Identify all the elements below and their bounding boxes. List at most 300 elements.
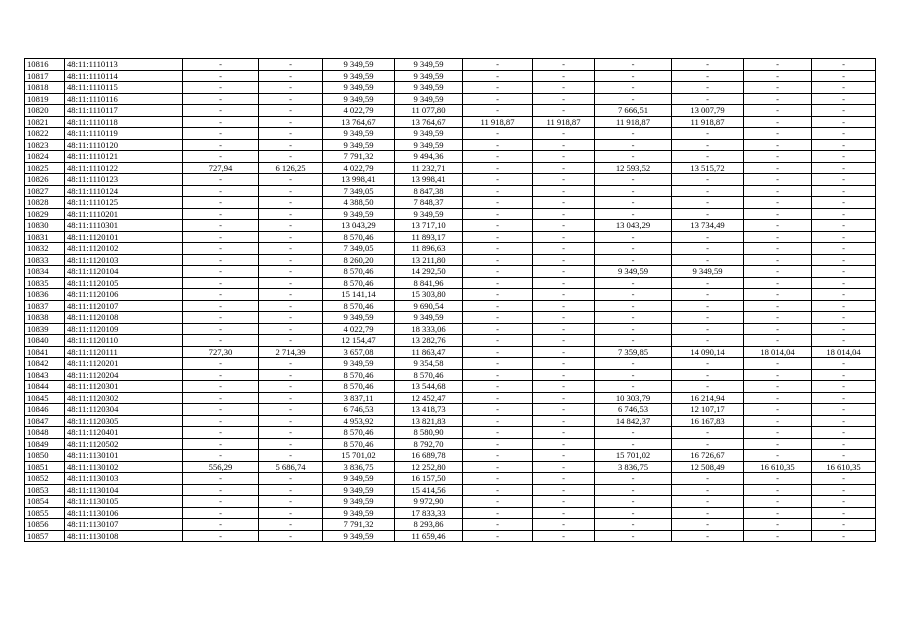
- value-col-8-cell: -: [533, 404, 595, 416]
- row-number-cell: 10856: [25, 519, 65, 531]
- value-col-10-cell: 12 508,49: [672, 461, 744, 473]
- value-col-9-cell: -: [595, 335, 672, 347]
- value-col-11-cell: -: [744, 197, 812, 209]
- value-col-5-cell: 6 746,53: [323, 404, 395, 416]
- table-row: [25, 473, 876, 485]
- value-col-12-cell: 18 014,04: [812, 346, 876, 358]
- value-col-8-cell: -: [533, 473, 595, 485]
- value-col-9-cell: -: [595, 427, 672, 439]
- value-col-9-cell: -: [595, 174, 672, 186]
- value-col-11-cell: -: [744, 473, 812, 485]
- value-col-6-cell: 9 349,59: [395, 208, 463, 220]
- value-col-9-cell: -: [595, 93, 672, 105]
- value-col-7-cell: -: [463, 496, 533, 508]
- value-col-11-cell: -: [744, 300, 812, 312]
- value-col-7-cell: -: [463, 59, 533, 71]
- cadastral-number-cell: 48:11:1110301: [65, 220, 183, 232]
- value-col-9-cell: 6 746,53: [595, 404, 672, 416]
- row-number-cell: 10828: [25, 197, 65, 209]
- value-col-5-cell: 8 570,46: [323, 427, 395, 439]
- cadastral-number-cell: 48:11:1130105: [65, 496, 183, 508]
- value-col-7-cell: -: [463, 346, 533, 358]
- value-col-9-cell: -: [595, 312, 672, 324]
- value-col-4-cell: -: [259, 369, 323, 381]
- value-col-5-cell: 7 349,05: [323, 185, 395, 197]
- row-number-cell: 10851: [25, 461, 65, 473]
- value-col-7-cell: -: [463, 128, 533, 140]
- value-col-12-cell: -: [812, 243, 876, 255]
- value-col-11-cell: 16 610,35: [744, 461, 812, 473]
- value-col-11-cell: -: [744, 139, 812, 151]
- value-col-11-cell: -: [744, 185, 812, 197]
- table-row: [25, 243, 876, 255]
- value-col-5-cell: 9 349,59: [323, 70, 395, 82]
- cadastral-number-cell: 48:11:1120101: [65, 231, 183, 243]
- table-row: [25, 507, 876, 519]
- value-col-9-cell: -: [595, 496, 672, 508]
- row-number-cell: 10826: [25, 174, 65, 186]
- value-col-6-cell: 8 580,90: [395, 427, 463, 439]
- value-col-9-cell: 7 359,85: [595, 346, 672, 358]
- value-col-6-cell: 9 349,59: [395, 139, 463, 151]
- value-col-9-cell: 12 593,52: [595, 162, 672, 174]
- value-col-7-cell: -: [463, 312, 533, 324]
- value-col-4-cell: -: [259, 335, 323, 347]
- value-col-6-cell: 17 833,33: [395, 507, 463, 519]
- value-col-10-cell: -: [672, 312, 744, 324]
- value-col-8-cell: -: [533, 450, 595, 462]
- value-col-11-cell: -: [744, 404, 812, 416]
- value-col-4-cell: 2 714,39: [259, 346, 323, 358]
- cadastral-number-cell: 48:11:1120111: [65, 346, 183, 358]
- value-col-7-cell: -: [463, 105, 533, 117]
- value-col-4-cell: -: [259, 312, 323, 324]
- value-col-8-cell: -: [533, 519, 595, 531]
- value-col-7-cell: -: [463, 404, 533, 416]
- value-col-12-cell: -: [812, 139, 876, 151]
- value-col-10-cell: -: [672, 243, 744, 255]
- value-col-5-cell: 8 570,46: [323, 369, 395, 381]
- value-col-11-cell: -: [744, 82, 812, 94]
- value-col-6-cell: 13 764,67: [395, 116, 463, 128]
- value-col-4-cell: -: [259, 438, 323, 450]
- value-col-8-cell: -: [533, 266, 595, 278]
- value-col-12-cell: -: [812, 254, 876, 266]
- row-number-cell: 10841: [25, 346, 65, 358]
- value-col-3-cell: -: [183, 300, 259, 312]
- value-col-11-cell: -: [744, 484, 812, 496]
- value-col-11-cell: -: [744, 312, 812, 324]
- row-number-cell: 10852: [25, 473, 65, 485]
- value-col-3-cell: -: [183, 289, 259, 301]
- value-col-11-cell: -: [744, 151, 812, 163]
- cadastral-number-cell: 48:11:1110118: [65, 116, 183, 128]
- value-col-4-cell: -: [259, 254, 323, 266]
- value-col-5-cell: 4 953,92: [323, 415, 395, 427]
- table-row: [25, 151, 876, 163]
- value-col-12-cell: -: [812, 231, 876, 243]
- row-number-cell: 10843: [25, 369, 65, 381]
- value-col-12-cell: -: [812, 59, 876, 71]
- cadastral-number-cell: 48:11:1110121: [65, 151, 183, 163]
- value-col-10-cell: 12 107,17: [672, 404, 744, 416]
- value-col-7-cell: -: [463, 208, 533, 220]
- table-row: [25, 369, 876, 381]
- table-row: [25, 82, 876, 94]
- value-col-8-cell: -: [533, 82, 595, 94]
- value-col-10-cell: 13 007,79: [672, 105, 744, 117]
- value-col-7-cell: -: [463, 427, 533, 439]
- value-col-9-cell: 14 842,37: [595, 415, 672, 427]
- value-col-7-cell: -: [463, 266, 533, 278]
- value-col-3-cell: -: [183, 323, 259, 335]
- value-col-8-cell: -: [533, 162, 595, 174]
- row-number-cell: 10831: [25, 231, 65, 243]
- value-col-9-cell: -: [595, 473, 672, 485]
- value-col-6-cell: 11 659,46: [395, 530, 463, 542]
- cadastral-number-cell: 48:11:1130107: [65, 519, 183, 531]
- value-col-10-cell: 16 167,83: [672, 415, 744, 427]
- value-col-9-cell: -: [595, 277, 672, 289]
- cadastral-number-cell: 48:11:1110119: [65, 128, 183, 140]
- value-col-12-cell: -: [812, 530, 876, 542]
- table-row: [25, 254, 876, 266]
- value-col-6-cell: 8 847,38: [395, 185, 463, 197]
- value-col-3-cell: -: [183, 312, 259, 324]
- value-col-3-cell: -: [183, 277, 259, 289]
- cadastral-number-cell: 48:11:1110116: [65, 93, 183, 105]
- value-col-3-cell: -: [183, 116, 259, 128]
- value-col-12-cell: -: [812, 197, 876, 209]
- row-number-cell: 10846: [25, 404, 65, 416]
- value-col-12-cell: -: [812, 208, 876, 220]
- value-col-8-cell: -: [533, 289, 595, 301]
- value-col-8-cell: -: [533, 139, 595, 151]
- cadastral-number-cell: 48:11:1110122: [65, 162, 183, 174]
- value-col-10-cell: -: [672, 335, 744, 347]
- value-col-4-cell: -: [259, 427, 323, 439]
- table-row: [25, 530, 876, 542]
- value-col-8-cell: -: [533, 151, 595, 163]
- row-number-cell: 10833: [25, 254, 65, 266]
- value-col-12-cell: -: [812, 484, 876, 496]
- value-col-4-cell: -: [259, 404, 323, 416]
- value-col-6-cell: 9 349,59: [395, 312, 463, 324]
- value-col-9-cell: -: [595, 82, 672, 94]
- value-col-12-cell: -: [812, 70, 876, 82]
- value-col-10-cell: -: [672, 151, 744, 163]
- value-col-12-cell: -: [812, 369, 876, 381]
- value-col-7-cell: -: [463, 243, 533, 255]
- value-col-11-cell: -: [744, 277, 812, 289]
- value-col-4-cell: -: [259, 116, 323, 128]
- value-col-7-cell: -: [463, 484, 533, 496]
- value-col-10-cell: -: [672, 289, 744, 301]
- table-row: [25, 392, 876, 404]
- row-number-cell: 10832: [25, 243, 65, 255]
- value-col-6-cell: 13 717,10: [395, 220, 463, 232]
- value-col-7-cell: -: [463, 254, 533, 266]
- value-col-11-cell: 18 014,04: [744, 346, 812, 358]
- value-col-5-cell: 9 349,59: [323, 93, 395, 105]
- value-col-3-cell: 727,30: [183, 346, 259, 358]
- value-col-12-cell: -: [812, 185, 876, 197]
- value-col-7-cell: -: [463, 220, 533, 232]
- row-number-cell: 10824: [25, 151, 65, 163]
- table-row: [25, 484, 876, 496]
- value-col-10-cell: -: [672, 139, 744, 151]
- value-col-7-cell: -: [463, 473, 533, 485]
- value-col-8-cell: 11 918,87: [533, 116, 595, 128]
- value-col-5-cell: 15 701,02: [323, 450, 395, 462]
- row-number-cell: 10835: [25, 277, 65, 289]
- value-col-10-cell: -: [672, 185, 744, 197]
- value-col-6-cell: 18 333,06: [395, 323, 463, 335]
- table-row: [25, 289, 876, 301]
- value-col-7-cell: -: [463, 93, 533, 105]
- row-number-cell: 10821: [25, 116, 65, 128]
- value-col-6-cell: 7 848,37: [395, 197, 463, 209]
- value-col-8-cell: -: [533, 427, 595, 439]
- value-col-6-cell: 9 349,59: [395, 93, 463, 105]
- value-col-11-cell: -: [744, 254, 812, 266]
- value-col-10-cell: -: [672, 381, 744, 393]
- value-col-3-cell: -: [183, 369, 259, 381]
- value-col-4-cell: -: [259, 243, 323, 255]
- table-row: [25, 208, 876, 220]
- value-col-10-cell: -: [672, 473, 744, 485]
- value-col-7-cell: -: [463, 358, 533, 370]
- value-col-10-cell: -: [672, 530, 744, 542]
- row-number-cell: 10848: [25, 427, 65, 439]
- value-col-10-cell: -: [672, 496, 744, 508]
- value-col-9-cell: -: [595, 323, 672, 335]
- value-col-3-cell: -: [183, 82, 259, 94]
- value-col-5-cell: 8 570,46: [323, 300, 395, 312]
- value-col-7-cell: -: [463, 174, 533, 186]
- value-col-10-cell: -: [672, 231, 744, 243]
- value-col-4-cell: -: [259, 415, 323, 427]
- value-col-10-cell: -: [672, 197, 744, 209]
- table-row: [25, 335, 876, 347]
- value-col-3-cell: -: [183, 208, 259, 220]
- value-col-12-cell: -: [812, 404, 876, 416]
- value-col-7-cell: -: [463, 185, 533, 197]
- value-col-3-cell: -: [183, 185, 259, 197]
- value-col-10-cell: -: [672, 323, 744, 335]
- cadastral-number-cell: 48:11:1120302: [65, 392, 183, 404]
- value-col-10-cell: -: [672, 358, 744, 370]
- row-number-cell: 10836: [25, 289, 65, 301]
- value-col-8-cell: -: [533, 93, 595, 105]
- value-col-9-cell: -: [595, 530, 672, 542]
- table-row: [25, 128, 876, 140]
- cadastral-number-cell: 48:11:1110120: [65, 139, 183, 151]
- value-col-10-cell: 9 349,59: [672, 266, 744, 278]
- value-col-6-cell: 9 494,36: [395, 151, 463, 163]
- value-col-3-cell: -: [183, 151, 259, 163]
- cadastral-number-cell: 48:11:1120103: [65, 254, 183, 266]
- value-col-5-cell: 8 570,46: [323, 277, 395, 289]
- value-col-10-cell: 13 515,72: [672, 162, 744, 174]
- value-col-7-cell: -: [463, 82, 533, 94]
- value-col-5-cell: 4 022,79: [323, 323, 395, 335]
- table-row: [25, 93, 876, 105]
- row-number-cell: 10839: [25, 323, 65, 335]
- value-col-5-cell: 9 349,59: [323, 312, 395, 324]
- value-col-4-cell: -: [259, 185, 323, 197]
- value-col-11-cell: -: [744, 369, 812, 381]
- value-col-6-cell: 11 896,63: [395, 243, 463, 255]
- row-number-cell: 10849: [25, 438, 65, 450]
- cadastral-number-cell: 48:11:1130102: [65, 461, 183, 473]
- value-col-6-cell: 15 414,56: [395, 484, 463, 496]
- value-col-10-cell: -: [672, 277, 744, 289]
- value-col-7-cell: -: [463, 277, 533, 289]
- table-row: [25, 404, 876, 416]
- cadastral-number-cell: 48:11:1120108: [65, 312, 183, 324]
- value-col-8-cell: -: [533, 346, 595, 358]
- value-col-10-cell: 16 214,94: [672, 392, 744, 404]
- value-col-5-cell: 9 349,59: [323, 507, 395, 519]
- value-col-8-cell: -: [533, 507, 595, 519]
- value-col-11-cell: -: [744, 427, 812, 439]
- table-row: [25, 277, 876, 289]
- value-col-5-cell: 9 349,59: [323, 128, 395, 140]
- value-col-9-cell: -: [595, 484, 672, 496]
- value-col-3-cell: -: [183, 496, 259, 508]
- table-row: [25, 461, 876, 473]
- value-col-5-cell: 13 764,67: [323, 116, 395, 128]
- value-col-8-cell: -: [533, 197, 595, 209]
- value-col-4-cell: -: [259, 105, 323, 117]
- value-col-11-cell: -: [744, 496, 812, 508]
- value-col-12-cell: -: [812, 105, 876, 117]
- value-col-8-cell: -: [533, 254, 595, 266]
- value-col-4-cell: -: [259, 450, 323, 462]
- value-col-10-cell: -: [672, 300, 744, 312]
- value-col-11-cell: -: [744, 105, 812, 117]
- table-row: [25, 519, 876, 531]
- cadastral-number-cell: 48:11:1120201: [65, 358, 183, 370]
- value-col-10-cell: 14 090,14: [672, 346, 744, 358]
- value-col-8-cell: -: [533, 438, 595, 450]
- value-col-4-cell: -: [259, 174, 323, 186]
- value-col-6-cell: 13 418,73: [395, 404, 463, 416]
- value-col-8-cell: -: [533, 208, 595, 220]
- row-number-cell: 10840: [25, 335, 65, 347]
- value-col-3-cell: -: [183, 220, 259, 232]
- value-col-11-cell: -: [744, 519, 812, 531]
- value-col-5-cell: 8 570,46: [323, 231, 395, 243]
- value-col-6-cell: 16 689,78: [395, 450, 463, 462]
- value-col-9-cell: -: [595, 208, 672, 220]
- value-col-5-cell: 9 349,59: [323, 530, 395, 542]
- value-col-9-cell: -: [595, 358, 672, 370]
- value-col-3-cell: -: [183, 427, 259, 439]
- value-col-4-cell: -: [259, 530, 323, 542]
- value-col-11-cell: -: [744, 381, 812, 393]
- value-col-3-cell: -: [183, 358, 259, 370]
- value-col-5-cell: 9 349,59: [323, 208, 395, 220]
- value-col-8-cell: -: [533, 496, 595, 508]
- value-col-5-cell: 9 349,59: [323, 473, 395, 485]
- value-col-11-cell: -: [744, 70, 812, 82]
- value-col-8-cell: -: [533, 358, 595, 370]
- value-col-11-cell: -: [744, 59, 812, 71]
- value-col-12-cell: -: [812, 381, 876, 393]
- row-number-cell: 10817: [25, 70, 65, 82]
- value-col-9-cell: -: [595, 300, 672, 312]
- value-col-12-cell: -: [812, 93, 876, 105]
- value-col-6-cell: 9 349,59: [395, 70, 463, 82]
- value-col-5-cell: 13 998,41: [323, 174, 395, 186]
- row-number-cell: 10853: [25, 484, 65, 496]
- value-col-4-cell: -: [259, 220, 323, 232]
- value-col-5-cell: 7 791,32: [323, 519, 395, 531]
- value-col-11-cell: -: [744, 392, 812, 404]
- cadastral-number-cell: 48:11:1110124: [65, 185, 183, 197]
- cadastral-number-cell: 48:11:1120204: [65, 369, 183, 381]
- value-col-7-cell: -: [463, 450, 533, 462]
- value-col-8-cell: -: [533, 128, 595, 140]
- table-row: [25, 450, 876, 462]
- value-col-9-cell: -: [595, 59, 672, 71]
- value-col-12-cell: -: [812, 323, 876, 335]
- cadastral-number-cell: 48:11:1120104: [65, 266, 183, 278]
- value-col-10-cell: -: [672, 59, 744, 71]
- value-col-7-cell: -: [463, 381, 533, 393]
- value-col-6-cell: 11 077,80: [395, 105, 463, 117]
- value-col-5-cell: 8 260,20: [323, 254, 395, 266]
- table-row: [25, 116, 876, 128]
- value-col-5-cell: 3 837,11: [323, 392, 395, 404]
- value-col-6-cell: 9 349,59: [395, 128, 463, 140]
- value-col-9-cell: -: [595, 197, 672, 209]
- table-row: [25, 346, 876, 358]
- value-col-12-cell: -: [812, 289, 876, 301]
- value-col-8-cell: -: [533, 105, 595, 117]
- value-col-11-cell: -: [744, 128, 812, 140]
- cadastral-number-cell: 48:11:1120305: [65, 415, 183, 427]
- value-col-5-cell: 9 349,59: [323, 82, 395, 94]
- value-col-5-cell: 7 791,32: [323, 151, 395, 163]
- cadastral-number-cell: 48:11:1130103: [65, 473, 183, 485]
- value-col-5-cell: 9 349,59: [323, 484, 395, 496]
- value-col-4-cell: -: [259, 139, 323, 151]
- value-col-3-cell: -: [183, 59, 259, 71]
- value-col-9-cell: -: [595, 381, 672, 393]
- table-row: [25, 105, 876, 117]
- value-col-3-cell: -: [183, 415, 259, 427]
- cadastral-number-cell: 48:11:1110125: [65, 197, 183, 209]
- cadastral-number-cell: 48:11:1120105: [65, 277, 183, 289]
- value-col-5-cell: 9 349,59: [323, 496, 395, 508]
- value-col-3-cell: -: [183, 105, 259, 117]
- value-col-12-cell: -: [812, 174, 876, 186]
- value-col-3-cell: -: [183, 128, 259, 140]
- value-col-11-cell: -: [744, 231, 812, 243]
- row-number-cell: 10834: [25, 266, 65, 278]
- value-col-12-cell: -: [812, 266, 876, 278]
- value-col-9-cell: -: [595, 438, 672, 450]
- value-col-3-cell: -: [183, 381, 259, 393]
- row-number-cell: 10823: [25, 139, 65, 151]
- value-col-6-cell: 11 232,71: [395, 162, 463, 174]
- value-col-12-cell: -: [812, 450, 876, 462]
- value-col-6-cell: 9 354,58: [395, 358, 463, 370]
- value-col-12-cell: -: [812, 116, 876, 128]
